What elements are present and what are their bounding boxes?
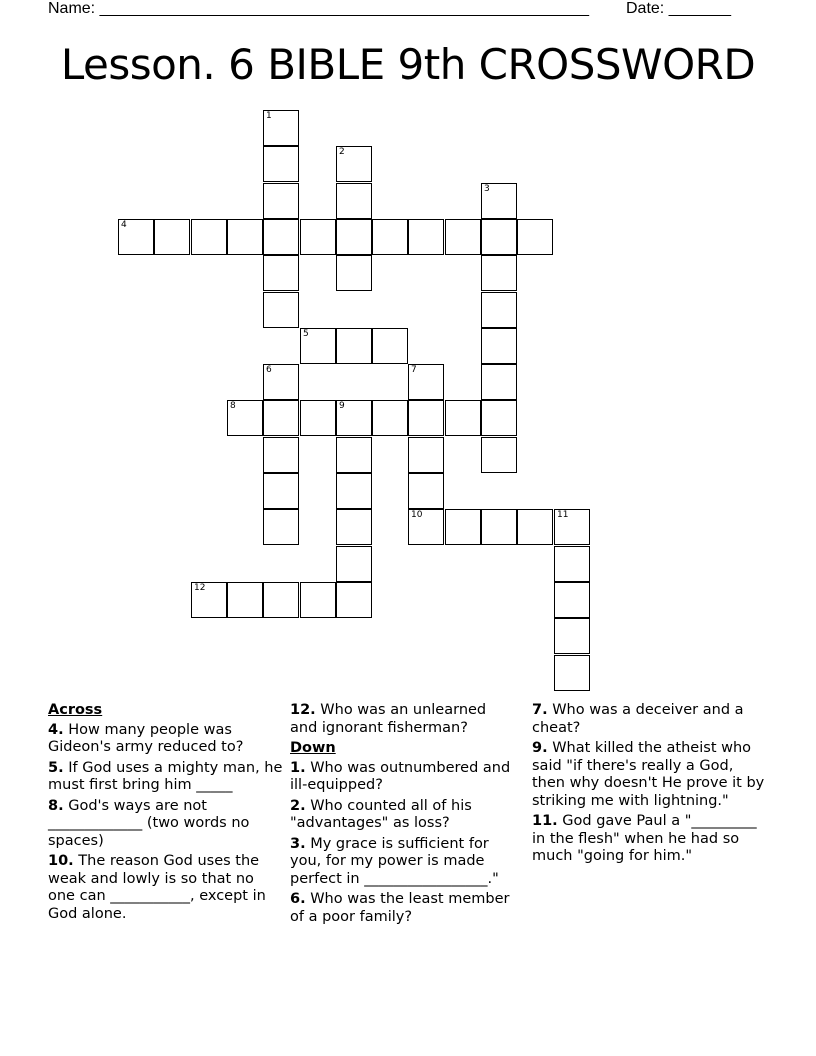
clue-text: Who was outnumbered and ill-equipped? [290,759,511,793]
grid-cell[interactable] [227,582,263,618]
grid-cell[interactable] [554,655,590,691]
grid-cell-11[interactable] [554,509,590,545]
clue-text: If God uses a mighty man, he must first bring him _____ [48,759,283,793]
grid-cell[interactable] [408,400,444,436]
clue-number: 12. [290,702,316,718]
clue-number-label: 3 [484,184,490,194]
grid-cell[interactable] [263,437,299,473]
grid-cell[interactable] [408,219,444,255]
grid-cell-5[interactable] [300,328,336,364]
grid-cell[interactable] [372,219,408,255]
grid-cell[interactable] [481,509,517,545]
grid-cell[interactable] [336,328,372,364]
page-title: Lesson. 6 BIBLE 9th CROSSWORD [60,40,756,89]
clue-text: Who was a deceiver and a cheat? [532,702,744,736]
grid-cell[interactable] [263,473,299,509]
grid-cell[interactable] [372,328,408,364]
clue-number: 3. [290,835,306,852]
grid-cell[interactable] [300,219,336,255]
clue-number: 2. [290,797,306,814]
clue-down-9 [532,740,768,810]
clue-number-label: 1 [266,111,272,121]
grid-cell[interactable] [263,509,299,545]
clue-number: 7. [532,702,548,718]
grid-cell[interactable] [336,437,372,473]
grid-cell[interactable] [408,473,444,509]
grid-cell[interactable] [517,219,553,255]
clue-text: What killed the atheist who said "if there's really a God, then why doesn't He prove it by striking me with lightning." [532,740,765,809]
grid-cell[interactable] [191,219,227,255]
clue-column-1 [48,702,284,926]
clue-across-10 [48,853,284,923]
clue-number-label: 5 [303,329,309,339]
grid-cell[interactable] [554,582,590,618]
clue-number-label: 4 [121,220,127,230]
clue-across-12 [290,702,518,737]
grid-cell[interactable] [481,328,517,364]
clue-text: Who was an unlearned and ignorant fisherman? [290,702,487,736]
clue-number-label: 10 [411,510,423,520]
grid-cell[interactable] [481,364,517,400]
grid-cell-8[interactable] [227,400,263,436]
across-heading: Across [48,702,103,718]
clue-down-2 [290,798,518,833]
clue-text: How many people was Gideon's army reduced to? [48,721,244,755]
grid-cell[interactable] [263,292,299,328]
clue-text: God's ways are not _____________ (two words no spaces) [48,797,250,849]
grid-cell-3[interactable] [481,183,517,219]
clue-down-7 [532,702,768,737]
grid-cell[interactable] [263,400,299,436]
grid-cell[interactable] [336,255,372,291]
clue-number: 9. [532,740,548,756]
grid-cell[interactable] [554,618,590,654]
grid-cell[interactable] [408,437,444,473]
clue-number-label: 8 [230,401,236,411]
clue-number: 11. [532,813,558,829]
grid-cell[interactable] [300,582,336,618]
clue-down-1 [290,760,518,795]
clue-down-6 [290,891,518,926]
grid-cell[interactable] [445,219,481,255]
clue-number-label: 9 [339,401,345,411]
clue-down-11 [532,813,768,866]
clue-text: The reason God uses the weak and lowly is so that no one can ___________, except in God alone. [48,853,266,922]
clue-number: 8. [48,797,64,814]
grid-cell-12[interactable] [191,582,227,618]
clue-across-8 [48,798,284,851]
clue-number: 4. [48,721,64,738]
grid-cell[interactable] [481,219,517,255]
clue-across-5 [48,760,284,795]
clue-text: God gave Paul a "_________ in the flesh" when he had so much "going for him." [532,813,757,864]
clue-text: My grace is sufficient for you, for my power is made perfect in _________________." [290,835,499,887]
clue-across-4 [48,722,284,757]
clue-number-label: 7 [411,365,417,375]
clue-number: 1. [290,759,306,776]
grid-cell[interactable] [554,546,590,582]
clue-text: Who counted all of his "advantages" as loss? [290,797,472,831]
grid-cell[interactable] [336,546,372,582]
grid-cell[interactable] [154,219,190,255]
down-heading: Down [290,740,336,756]
grid-cell[interactable] [336,219,372,255]
grid-cell[interactable] [481,437,517,473]
clue-number-label: 11 [557,510,569,520]
clue-number-label: 2 [339,147,345,157]
clue-down-3 [290,836,518,889]
grid-cell[interactable] [481,400,517,436]
grid-cell[interactable] [372,400,408,436]
clue-column-2 [290,702,518,929]
grid-cell[interactable] [481,292,517,328]
clue-column-3 [532,702,768,869]
clue-number: 10. [48,853,74,869]
grid-cell-4[interactable] [118,219,154,255]
grid-cell-6[interactable] [263,364,299,400]
clue-number-label: 6 [266,365,272,375]
grid-cell-7[interactable] [408,364,444,400]
grid-cell[interactable] [227,219,263,255]
grid-cell[interactable] [517,509,553,545]
grid-cell[interactable] [445,509,481,545]
grid-cell-9[interactable] [336,400,372,436]
grid-cell[interactable] [481,255,517,291]
grid-cell[interactable] [263,582,299,618]
grid-cell[interactable] [263,255,299,291]
grid-cell[interactable] [263,146,299,182]
grid-cell[interactable] [336,582,372,618]
date-field[interactable]: Date: _______ [626,0,731,17]
name-field[interactable]: Name: _______________________________________________________ [48,0,589,17]
clue-text: Who was the least member of a poor family? [290,891,510,925]
grid-cell-10[interactable] [408,509,444,545]
grid-cell[interactable] [300,400,336,436]
grid-cell-2[interactable] [336,146,372,182]
clue-number: 5. [48,759,64,776]
grid-cell[interactable] [336,183,372,219]
grid-cell[interactable] [263,183,299,219]
clue-number-label: 12 [194,583,206,593]
grid-cell[interactable] [336,473,372,509]
grid-cell[interactable] [336,509,372,545]
grid-cell-1[interactable] [263,110,299,146]
clue-number: 6. [290,891,306,907]
grid-cell[interactable] [445,400,481,436]
grid-cell[interactable] [263,219,299,255]
